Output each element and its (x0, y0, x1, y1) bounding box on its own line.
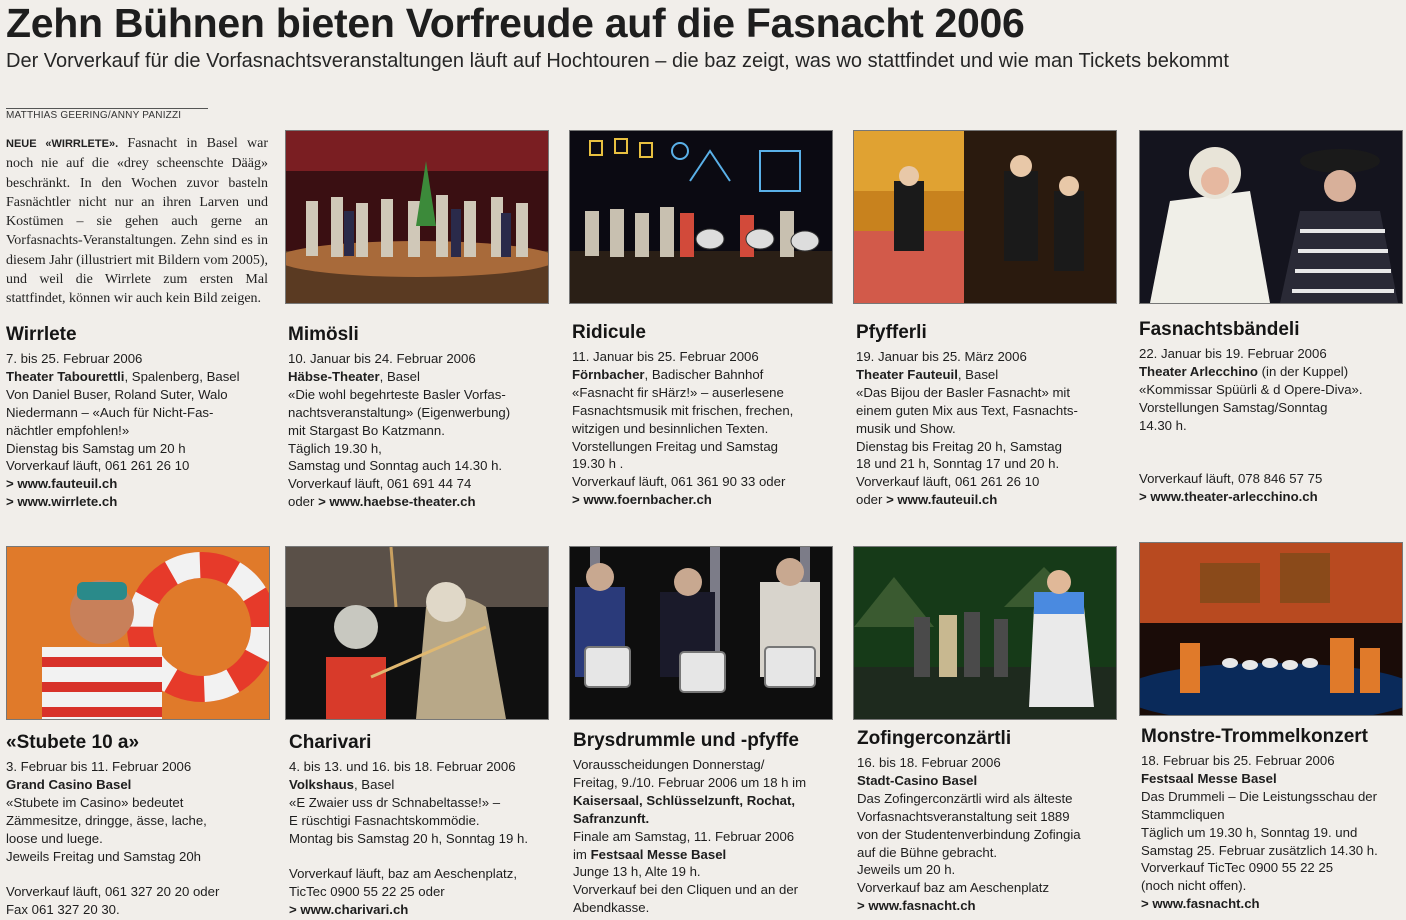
event-title: Wirrlete (6, 324, 77, 345)
event-line: 11. Januar bis 25. Februar 2006 (572, 349, 759, 364)
byline: MATTHIAS GEERING/ANNY PANIZZI (6, 110, 182, 121)
event-brysdrummle (573, 729, 853, 917)
event-line-part: Förnbacher (572, 366, 645, 382)
event-line: (noch nicht offen). (1141, 878, 1247, 894)
event-line-part: Theater Fauteuil (856, 366, 958, 382)
event-title: «Stubete 10 a» (6, 732, 140, 753)
event-line: Das Drummeli – Die Leistungsschau der (1141, 788, 1378, 804)
photo-charivari (285, 546, 549, 720)
event-line: 16. bis 18. Februar 2006 (857, 755, 1001, 770)
photo-mimoesli (285, 130, 549, 304)
event-line: Vorfasnachtsveranstaltung seit 1889 (857, 808, 1070, 824)
event-line: 22. Januar bis 19. Februar 2006 (1139, 346, 1327, 361)
event-line: 4. bis 13. und 16. bis 18. Februar 2006 (289, 759, 516, 774)
event-link: > www.wirrlete.ch (6, 494, 118, 510)
event-line: Kaisersaal, Schlüsselzunft, Rochat, (573, 792, 796, 808)
intro-text: Fasnacht in Basel war noch nie auf die «drey scheenschte Dääg» beschränkt. In den Wochen zuvor basteln Fasnächtler nicht nur an ihren Larven und Kostümen – sie gehen auch gerne an Vorfasnachts-Veranstaltungen. Zehn sind es in diesem Jahr (illustriert mit Bildern vom 2005), und weil die Wirrlete zum ersten Mal stattfindet, können wir auch kein Bild zeigen. (6, 136, 268, 307)
event-line: TicTec 0900 55 22 25 oder (289, 884, 445, 900)
event-line: nächtler empfohlen!» (6, 422, 130, 438)
event-line-part: Theater Arlecchino (1139, 363, 1258, 379)
event-line: loose und luege. (6, 830, 103, 846)
event-line (288, 368, 568, 386)
event-line: Vorverkauf läuft, baz am Aeschenplatz, (289, 866, 517, 882)
photo-zofingerconzaertli (853, 546, 1117, 720)
event-line: Samstag 25. Februar zusätzlich 14.30 h. (1141, 842, 1378, 858)
event-line: 19.30 h . (572, 456, 624, 472)
byline-rule (6, 108, 208, 109)
event-line: 14.30 h. (1139, 417, 1187, 433)
event-link: > www.fauteuil.ch (6, 476, 118, 492)
event-line: Dienstag bis Samstag um 20 h (6, 440, 186, 456)
event-link: > www.foernbacher.ch (572, 492, 712, 508)
event-line: «Die wohl begehrteste Basler Vorfas- (288, 386, 506, 402)
event-line: mit Stargast Bo Katzmann. (288, 422, 445, 438)
event-line-part: Häbse-Theater (288, 368, 380, 384)
event-line: Täglich um 19.30 h, Sonntag 19. und (1141, 824, 1358, 840)
event-line: Vorverkauf TicTec 0900 55 22 25 (1141, 860, 1334, 876)
event-monstre-trommelkonzert (1141, 725, 1406, 913)
event-mimoesli (288, 323, 568, 511)
event-line: Von Daniel Buser, Roland Suter, Walo (6, 386, 228, 402)
event-line: Grand Casino Basel (6, 776, 132, 792)
event-spacer (6, 865, 286, 883)
event-line: «Kommissar Spüürli & d Opere-Diva». (1139, 381, 1363, 397)
event-line-part: , Spalenberg, Basel (124, 368, 240, 384)
event-line: Vorstellungen Freitag und Samstag (572, 438, 778, 454)
event-line: 18 und 21 h, Sonntag 17 und 20 h. (856, 456, 1060, 472)
event-line: «Das Bijou der Basler Fasnacht» mit (856, 384, 1071, 400)
event-line: Safranzunft. (573, 810, 650, 826)
event-line: Vorverkauf läuft, 061 327 20 20 oder (6, 884, 220, 900)
event-line: E rüschtigi Fasnachtskommödie. (289, 812, 480, 828)
event-line: Vorverkauf bei den Cliquen und an der (573, 882, 799, 898)
event-line: witzigen und besinnlichen Texten. (572, 420, 769, 436)
event-line: Vorausscheidungen Donnerstag/ (573, 757, 765, 772)
event-line-part: im (573, 846, 591, 862)
event-line: 10. Januar bis 24. Februar 2006 (288, 351, 476, 366)
event-spacer (289, 848, 569, 866)
event-line: Vorverkauf läuft, 061 691 44 74 (288, 476, 472, 492)
event-line-part: Volkshaus (289, 776, 354, 792)
event-line-part: Festsaal Messe Basel (590, 846, 727, 862)
event-fasnachtsbaendeli (1139, 318, 1406, 506)
event-line: musik und Show. (856, 420, 956, 436)
headline: Zehn Bühnen bieten Vorfreude auf die Fasnacht 2006 (6, 0, 1025, 46)
event-line: Fax 061 327 20 30. (6, 902, 120, 918)
subheadline: Der Vorverkauf für die Vorfasnachtsveranstaltungen läuft auf Hochtouren – die baz zeigt, was wo stattfindet und wie man Tickets bekommt (6, 50, 1229, 72)
event-charivari (289, 731, 569, 919)
event-wirrlete (6, 323, 286, 511)
event-line: 19. Januar bis 25. März 2006 (856, 349, 1027, 364)
event-line: 7. bis 25. Februar 2006 (6, 351, 143, 366)
event-line: von der Studentenverbindung Zofingia (857, 826, 1081, 842)
event-line (288, 493, 568, 511)
event-line: Montag bis Samstag 20 h, Sonntag 19 h. (289, 830, 528, 846)
event-line: Vorverkauf baz am Aeschenplatz (857, 880, 1050, 896)
event-line: Zämmesitze, dringge, ässe, lache, (6, 812, 207, 828)
event-link: > www.fasnacht.ch (857, 898, 976, 914)
event-line-part: > www.fauteuil.ch (886, 492, 998, 508)
event-line-part: Theater Tabourettli (6, 368, 125, 384)
event-title: Monstre-Trommelkonzert (1141, 726, 1368, 747)
event-line-part: (in der Kuppel) (1257, 363, 1349, 379)
event-zofingerconzaertli (857, 727, 1137, 915)
event-title: Pfyfferli (856, 322, 927, 343)
event-line: Freitag, 9./10. Februar 2006 um 18 h im (573, 774, 807, 790)
event-line: Täglich 19.30 h, (288, 440, 382, 456)
event-line: Vorverkauf läuft, 061 261 26 10 (6, 458, 190, 474)
event-line: auf die Bühne gebracht. (857, 844, 998, 860)
event-title: Mimösli (288, 324, 359, 345)
event-line: «Fasnacht fir sHärz!» – auserlesene (572, 384, 784, 400)
event-title: Zofingerconzärtli (857, 728, 1012, 749)
event-line-part: , Basel (957, 366, 999, 382)
photo-fasnachtsbaendeli (1139, 130, 1403, 304)
event-line: Das Zofingerconzärtli wird als älteste (857, 790, 1073, 806)
event-spacer (1139, 435, 1406, 453)
event-line-part: , Basel (353, 776, 395, 792)
event-line (289, 776, 569, 794)
event-link: > www.charivari.ch (289, 902, 409, 918)
event-line: Jeweils Freitag und Samstag 20h (6, 848, 201, 864)
intro-lead: NEUE «WIRRLETE». (6, 138, 119, 150)
event-line: Vorverkauf läuft, 061 361 90 33 oder (572, 474, 786, 490)
event-title: Brysdrummle und -pfyffe (573, 730, 799, 751)
event-spacer (1139, 452, 1406, 470)
event-line: 18. Februar bis 25. Februar 2006 (1141, 753, 1335, 768)
event-line (572, 366, 852, 384)
photo-brysdrummle (569, 546, 833, 720)
event-line: «Stubete im Casino» bedeutet (6, 794, 184, 810)
event-line: Finale am Samstag, 11. Februar 2006 (573, 828, 795, 844)
event-line-part: , Badischer Bahnhof (644, 366, 764, 382)
event-line: Vorverkauf läuft, 078 846 57 75 (1139, 471, 1323, 487)
photo-stubete (6, 546, 270, 720)
event-line: Dienstag bis Freitag 20 h, Samstag (856, 438, 1062, 454)
event-line: Vorverkauf läuft, 061 261 26 10 (856, 474, 1040, 490)
event-line (6, 368, 286, 386)
event-line (573, 846, 853, 864)
event-title: Fasnachtsbändeli (1139, 319, 1300, 340)
event-line: Niedermann – «Auch für Nicht-Fas- (6, 404, 214, 420)
event-ridicule (572, 321, 852, 509)
event-line: 3. Februar bis 11. Februar 2006 (6, 759, 192, 774)
event-line: Festsaal Messe Basel (1141, 770, 1277, 786)
event-link: > www.theater-arlecchino.ch (1139, 489, 1318, 505)
photo-pfyfferli (853, 130, 1117, 304)
event-line: Samstag und Sonntag auch 14.30 h. (288, 458, 503, 474)
event-pfyfferli (856, 321, 1136, 509)
photo-monstre-trommelkonzert (1139, 542, 1403, 716)
event-line-part: oder (856, 492, 887, 508)
event-line: Stammcliquen (1141, 806, 1225, 822)
event-line: Vorstellungen Samstag/Sonntag (1139, 399, 1328, 415)
event-line: Stadt-Casino Basel (857, 772, 978, 788)
event-title: Charivari (289, 732, 372, 753)
event-line (856, 366, 1136, 384)
event-line: Fasnachtsmusik mit frischen, frechen, (572, 402, 794, 418)
event-title: Ridicule (572, 322, 646, 343)
event-line-part: > www.haebse-theater.ch (318, 494, 476, 510)
event-line: «E Zwaier uss dr Schnabeltasse!» – (289, 794, 501, 810)
event-line: Junge 13 h, Alte 19 h. (573, 864, 701, 880)
event-line (1139, 363, 1406, 381)
event-link: > www.fasnacht.ch (1141, 896, 1260, 912)
event-line-part: oder (288, 494, 319, 510)
event-stubete (6, 731, 286, 919)
event-line: nachtsveranstaltung» (Eigenwerbung) (288, 404, 511, 420)
event-line: Abendkasse. (573, 900, 650, 916)
event-line: Jeweils um 20 h. (857, 862, 956, 878)
intro-paragraph (6, 134, 268, 309)
event-line (856, 491, 1136, 509)
event-line: einem guten Mix aus Text, Fasnachts- (856, 402, 1078, 418)
event-line-part: , Basel (379, 368, 420, 384)
photo-ridicule (569, 130, 833, 304)
